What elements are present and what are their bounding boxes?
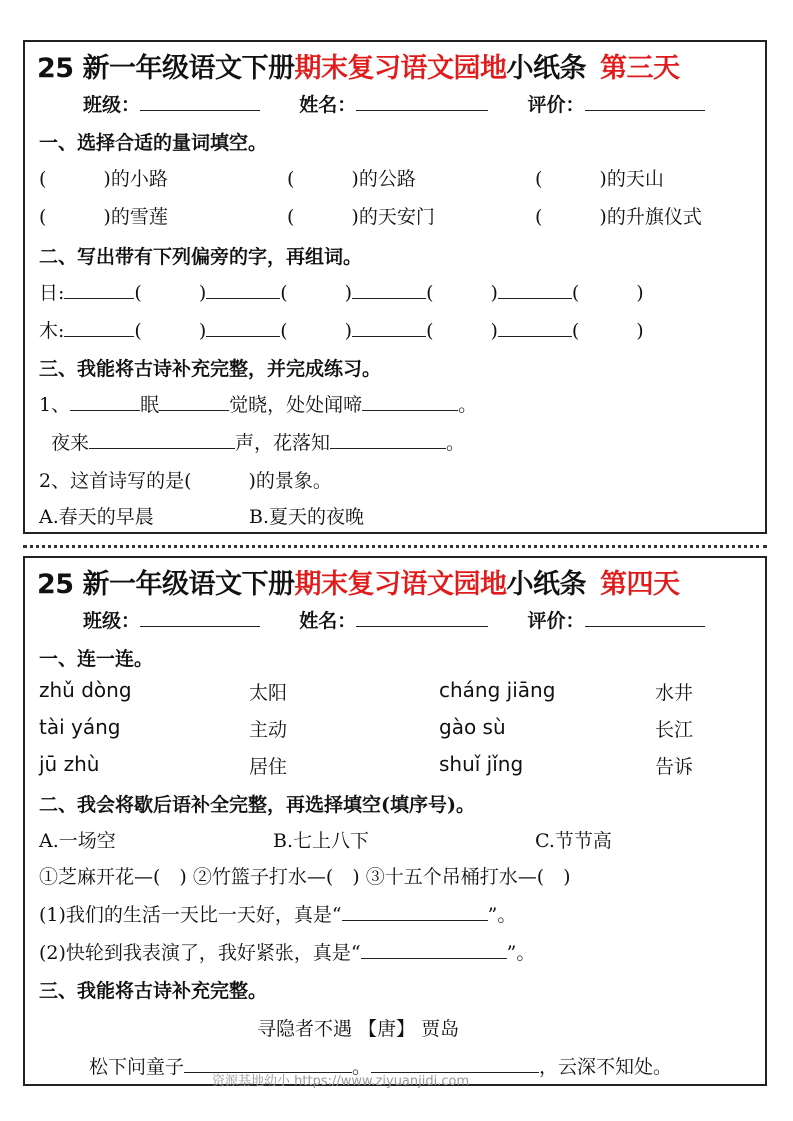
poem-line-2: 夜来 声，花落知 。 bbox=[51, 432, 466, 454]
measure-word-item[interactable]: ( )的小路 bbox=[39, 168, 168, 190]
day-label: 第四天 bbox=[599, 569, 680, 600]
pinyin-item[interactable]: jū zhù bbox=[39, 752, 100, 776]
section-heading: 三、我能将古诗补充完整。 bbox=[39, 980, 268, 1002]
worksheet-title-day4: 25 新一年级语文下册期末复习语文园地小纸条 第四天 bbox=[37, 569, 680, 600]
question-scene[interactable]: 2、这首诗写的是( )的景象。 bbox=[39, 470, 332, 492]
worksheet-title-day3: 25 新一年级语文下册期末复习语文园地小纸条 第三天 bbox=[37, 53, 680, 84]
rating-field[interactable] bbox=[585, 608, 705, 627]
measure-word-item[interactable]: ( )的升旗仪式 bbox=[535, 206, 702, 228]
day-label: 第三天 bbox=[599, 53, 680, 84]
option-b: B.七上八下 bbox=[273, 830, 370, 852]
hanzi-item[interactable]: 太阳 bbox=[249, 682, 288, 704]
measure-word-item[interactable]: ( )的天安门 bbox=[287, 206, 435, 228]
worksheet-day4 bbox=[23, 556, 767, 1086]
worksheet-day3 bbox=[23, 40, 767, 534]
section-heading: 一、连一连。 bbox=[39, 648, 154, 670]
hanzi-item[interactable]: 居住 bbox=[249, 756, 288, 778]
hanzi-item[interactable]: 告诉 bbox=[655, 756, 694, 778]
option-a[interactable]: A.春天的早晨 bbox=[39, 506, 154, 528]
sayings-row[interactable]: ①芝麻开花—( ) ②竹篮子打水—( ) ③十五个吊桶打水—( ) bbox=[39, 866, 571, 888]
section-heading: 一、选择合适的量词填空。 bbox=[39, 132, 268, 154]
pinyin-item[interactable]: zhǔ dòng bbox=[39, 678, 132, 702]
pinyin-item[interactable]: tài yáng bbox=[39, 715, 121, 739]
class-field[interactable] bbox=[140, 92, 260, 111]
class-field[interactable] bbox=[140, 608, 260, 627]
watermark: 资源基地幼小 https://www.ziyuanjidi.com bbox=[212, 1074, 470, 1089]
name-field[interactable] bbox=[356, 608, 488, 627]
saying-question-1: (1)我们的生活一天比一天好，真是“ ”。 bbox=[39, 904, 517, 926]
measure-word-item[interactable]: ( )的公路 bbox=[287, 168, 416, 190]
poem-line: 松下问童子 。 ，云深不知处。 bbox=[89, 1056, 673, 1078]
measure-word-item[interactable]: ( )的天山 bbox=[535, 168, 664, 190]
option-b[interactable]: B.夏天的夜晚 bbox=[249, 506, 365, 528]
section-heading: 二、写出带有下列偏旁的字，再组词。 bbox=[39, 246, 363, 268]
radical-row-mu: 木: ( ) ( ) ( ) ( ) bbox=[39, 320, 644, 342]
measure-word-item[interactable]: ( )的雪莲 bbox=[39, 206, 168, 228]
poem-title: 寻隐者不遇 【唐】 贾岛 bbox=[257, 1018, 460, 1040]
pinyin-item[interactable]: gào sù bbox=[439, 715, 506, 739]
name-field[interactable] bbox=[356, 92, 488, 111]
radical-row-ri: 日: ( ) ( ) ( ) ( ) bbox=[39, 282, 644, 304]
cut-line bbox=[23, 545, 767, 548]
section-heading: 三、我能将古诗补充完整，并完成练习。 bbox=[39, 358, 382, 380]
pinyin-item[interactable]: cháng jiāng bbox=[439, 678, 556, 702]
hanzi-item[interactable]: 长江 bbox=[655, 719, 694, 741]
hanzi-item[interactable]: 主动 bbox=[249, 719, 288, 741]
header-row: 班级： 姓名： 评价： bbox=[83, 90, 705, 117]
option-c: C.节节高 bbox=[535, 830, 612, 852]
pinyin-item[interactable]: shuǐ jǐng bbox=[439, 752, 524, 776]
saying-question-2: (2)快轮到我表演了，我好紧张，真是“ ”。 bbox=[39, 942, 536, 964]
section-heading: 二、我会将歇后语补全完整，再选择填空(填序号)。 bbox=[39, 794, 475, 816]
hanzi-item[interactable]: 水井 bbox=[655, 682, 694, 704]
header-row: 班级： 姓名： 评价： bbox=[83, 606, 705, 633]
poem-line-1: 1、 眠 觉晓，处处闻啼 。 bbox=[39, 394, 478, 416]
rating-field[interactable] bbox=[585, 92, 705, 111]
option-a: A.一场空 bbox=[39, 830, 116, 852]
